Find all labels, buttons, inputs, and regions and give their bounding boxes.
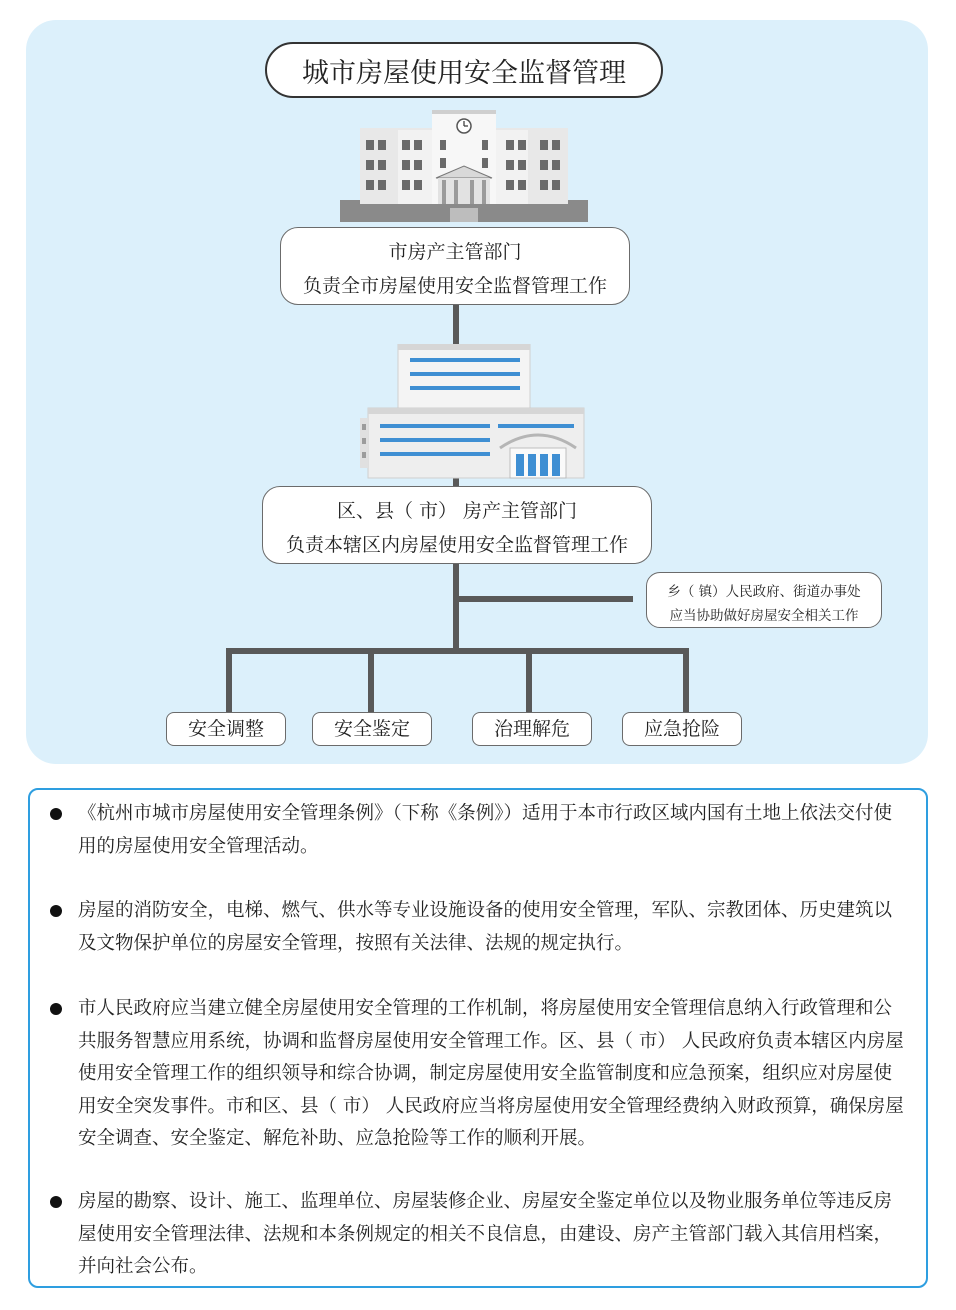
city-housing-department-node bbox=[280, 227, 630, 305]
bullet-icon bbox=[50, 808, 62, 820]
note-paragraph-1: 《杭州市城市房屋使用安全管理条例》（下称《条例》）适用于本市行政区域内国有土地上依法交付使用的房屋使用安全管理活动。 bbox=[78, 803, 893, 857]
leaf-hazard-remediation: 治理解危 bbox=[472, 712, 592, 746]
leaf-emergency-rescue: 应急抢险 bbox=[622, 712, 742, 746]
district-housing-department-node bbox=[262, 486, 652, 564]
connector-leaf-3 bbox=[526, 648, 532, 712]
district-department-duty: 负责本辖区内房屋使用安全监督管理工作 bbox=[285, 534, 628, 556]
connector-leaf-1 bbox=[226, 648, 232, 712]
bullet-icon bbox=[50, 1003, 62, 1015]
note-paragraph-4: 房屋的勘察、设计、施工、监理单位、房屋装修企业、房屋安全鉴定单位以及物业服务单位等违反房屋使用安全管理法律、法规和本条例规定的相关不良信息，由建设、房产主管部门载入其信用档案，并向社会公布。 bbox=[78, 1191, 893, 1277]
district-building-icon bbox=[360, 344, 586, 482]
diagram-title: 城市房屋使用安全监督管理 bbox=[265, 42, 663, 98]
town-government-name: 乡（ 镇）人民政府、街道办事处 bbox=[667, 584, 861, 600]
leaf-safety-adjustment: 安全调整 bbox=[166, 712, 286, 746]
connector-leaf-4 bbox=[683, 648, 689, 712]
note-paragraph-3: 市人民政府应当建立健全房屋使用安全管理的工作机制，将房屋使用安全管理信息纳入行政管理和公共服务智慧应用系统，协调和监督房屋使用安全管理工作。区、县（ 市） 人民政府负责本辖区内房屋使用安全管理工作的组织领导和综合协调，制定房屋使用安全监管制度和应急预案，组织应对房屋使用安全突发事件。市和区、县（ 市） 人民政府应当将房屋使用安全管理经费纳入财政预算，确保房屋安全调查、安全鉴定、解危补助、应急抢险等工作的顺利开展。 bbox=[78, 998, 904, 1149]
bullet-icon bbox=[50, 1196, 62, 1208]
city-building-icon bbox=[340, 108, 588, 222]
district-department-name: 区、县（ 市） 房产主管部门 bbox=[336, 500, 578, 522]
connector-leaf-2 bbox=[368, 648, 374, 712]
leaf-safety-appraisal: 安全鉴定 bbox=[312, 712, 432, 746]
town-government-duty: 应当协助做好房屋安全相关工作 bbox=[669, 608, 859, 624]
city-department-name: 市房产主管部门 bbox=[388, 241, 522, 263]
connector-leaves-bar bbox=[226, 648, 689, 654]
city-department-duty: 负责全市房屋使用安全监督管理工作 bbox=[302, 275, 607, 297]
connector-town-branch bbox=[453, 596, 633, 602]
connector-district-trunk bbox=[453, 564, 459, 654]
note-paragraph-2: 房屋的消防安全，电梯、燃气、供水等专业设施设备的使用安全管理，军队、宗教团体、历史建筑以及文物保护单位的房屋安全管理，按照有关法律、法规的规定执行。 bbox=[78, 900, 893, 954]
town-government-node bbox=[646, 572, 882, 628]
bullet-icon bbox=[50, 905, 62, 917]
